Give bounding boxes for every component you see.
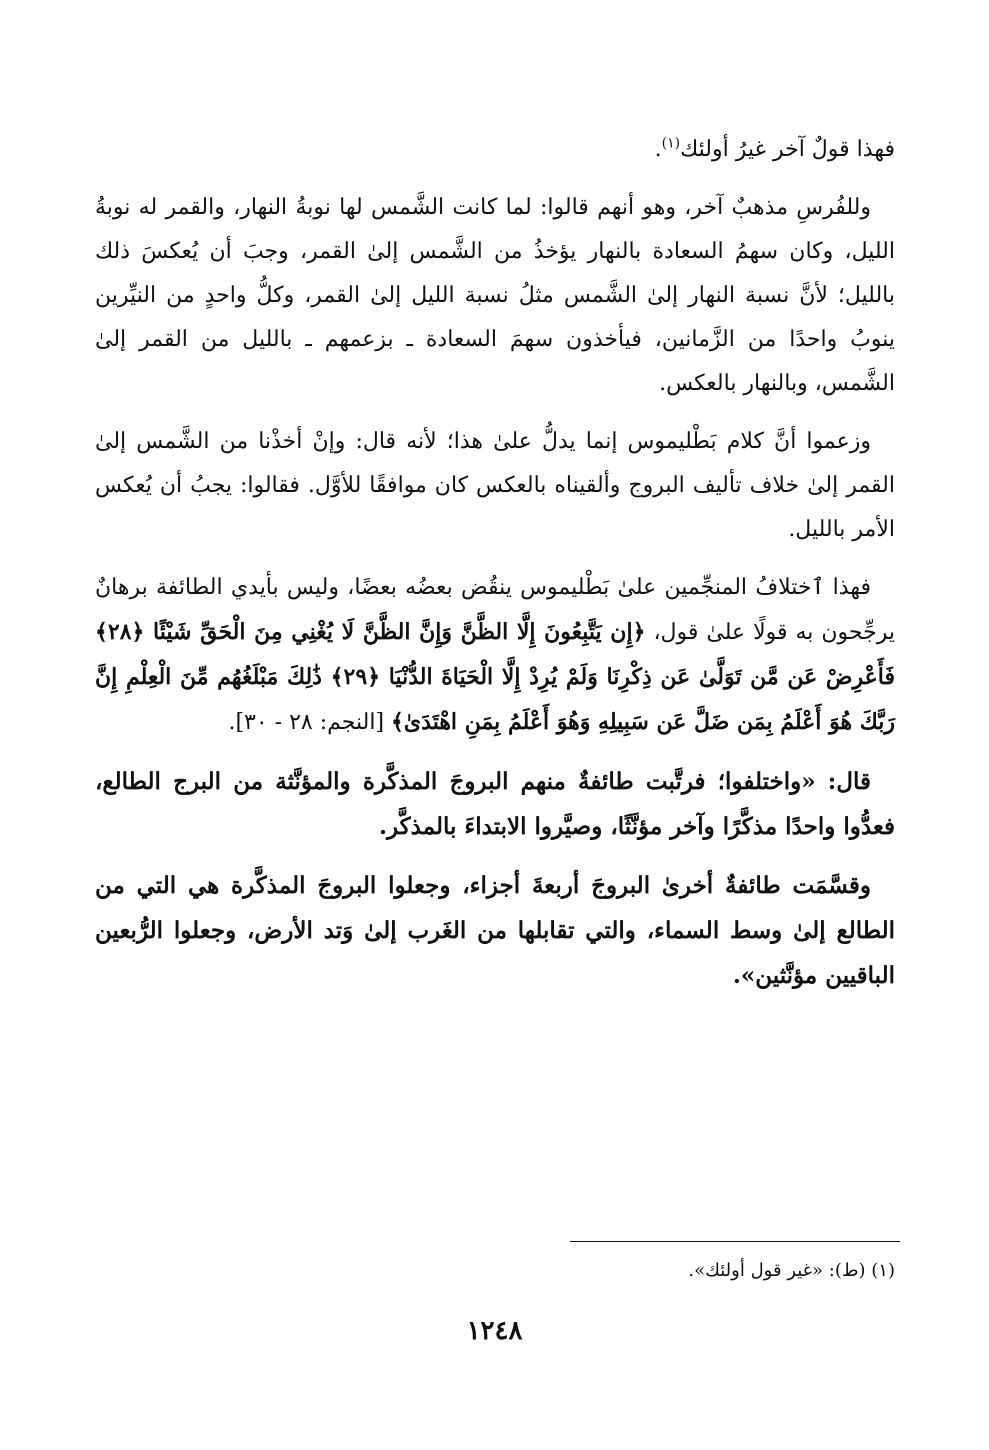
body-text bbox=[95, 128, 895, 1012]
paragraph-2-text: وللفُرسِ مذهبٌ آخر، وهو أنهم قالوا: لما كانت الشَّمس لها نوبةُ النهار، والقمر له نوبةُ الليل، وكان سهمُ السعادة بالنهار يؤخذُ من الشَّمس إلىٰ القمر، وجبَ أن يُعكسَ ذلك بالليل؛ لأنَّ نسبة النهار إلىٰ الشَّمس مثلُ نسبة الليل إلىٰ القمر، وكلُّ واحدٍ من النيِّرين ينوبُ واحدًا من الزَّمانين، فيأخذون سهمَ السعادة ـ بزعمهم ـ بالليل من القمر إلىٰ الشَّمس، وبالنهار بالعكس. bbox=[95, 195, 895, 396]
paragraph-5 bbox=[95, 759, 895, 849]
paragraph-3 bbox=[95, 420, 895, 552]
paragraph-1-end: . bbox=[654, 137, 662, 162]
page-number: ١٢٤٨ bbox=[466, 1316, 523, 1346]
paragraph-4-text: فهذا ٱختلافُ المنجِّمين علىٰ بَطْليموس ينقُض بعضُه بعضًا، وليس بأيدي الطائفة برهانٌ يرجِّحون به قولًا علىٰ قول، bbox=[95, 575, 895, 645]
footnote: (١) (ط): «غير قول أولئك». bbox=[688, 1260, 895, 1281]
footnote-divider bbox=[570, 1241, 900, 1242]
quran-reference: [النجم: ٢٨ - ٣٠]. bbox=[228, 710, 392, 735]
quran-verse: ﴿إِن يَتَّبِعُونَ إِلَّا الظَّنَّ وَإِنَّ الظَّنَّ لَا يُغْنِي مِنَ الْحَقِّ شَيْئًا ﴿٢٨﴾ فَأَعْرِضْ عَن مَّن تَوَلَّىٰ عَن ذِكْرِنَا وَلَمْ يُرِدْ إِلَّا الْحَيَاةَ الدُّنْيَا ﴿٢٩﴾ ذَٰلِكَ مَبْلَغُهُم مِّنَ الْعِلْمِ إِنَّ رَبَّكَ هُوَ أَعْلَمُ بِمَن ضَلَّ عَن سَبِيلِهِ وَهُوَ أَعْلَمُ بِمَنِ اهْتَدَىٰ﴾ bbox=[95, 619, 895, 735]
paragraph-4 bbox=[95, 566, 895, 745]
paragraph-1 bbox=[95, 128, 895, 172]
paragraph-1-text: فهذا قولٌ آخر غيرُ أولئك bbox=[680, 137, 895, 162]
paragraph-2 bbox=[95, 186, 895, 406]
paragraph-6 bbox=[95, 863, 895, 998]
footnote-marker: (١) bbox=[661, 135, 681, 152]
paragraph-6-text: وقسَّمَت طائفةٌ أخرىٰ البروجَ أربعةَ أجزاء، وجعلوا البروجَ المذكَّرة هي التي من الطالع إلىٰ وسط السماء، والتي تقابلها من الغَرب إلىٰ وَتد الأرض، وجعلوا الرُّبعين الباقيين مؤنَّثين». bbox=[95, 872, 895, 989]
paragraph-3-text: وزعموا أنَّ كلام بَطْليموس إنما يدلُّ علىٰ هذا؛ لأنه قال: وإنْ أخذْنا من الشَّمس إلىٰ القمر إلىٰ خلاف تأليف البروج وألقيناه بالعكس كان موافقًا للأوَّل. فقالوا: يجبُ أن يُعكس الأمر بالليل. bbox=[95, 429, 895, 542]
paragraph-5-text: قال: «واختلفوا؛ فرتَّبت طائفةٌ منهم البروجَ المذكَّرة والمؤنَّثة من البرج الطالع، فعدُّوا واحدًا مذكَّرًا وآخر مؤنَّثًا، وصيَّروا الابتداءَ بالمذكَّر. bbox=[95, 768, 895, 840]
